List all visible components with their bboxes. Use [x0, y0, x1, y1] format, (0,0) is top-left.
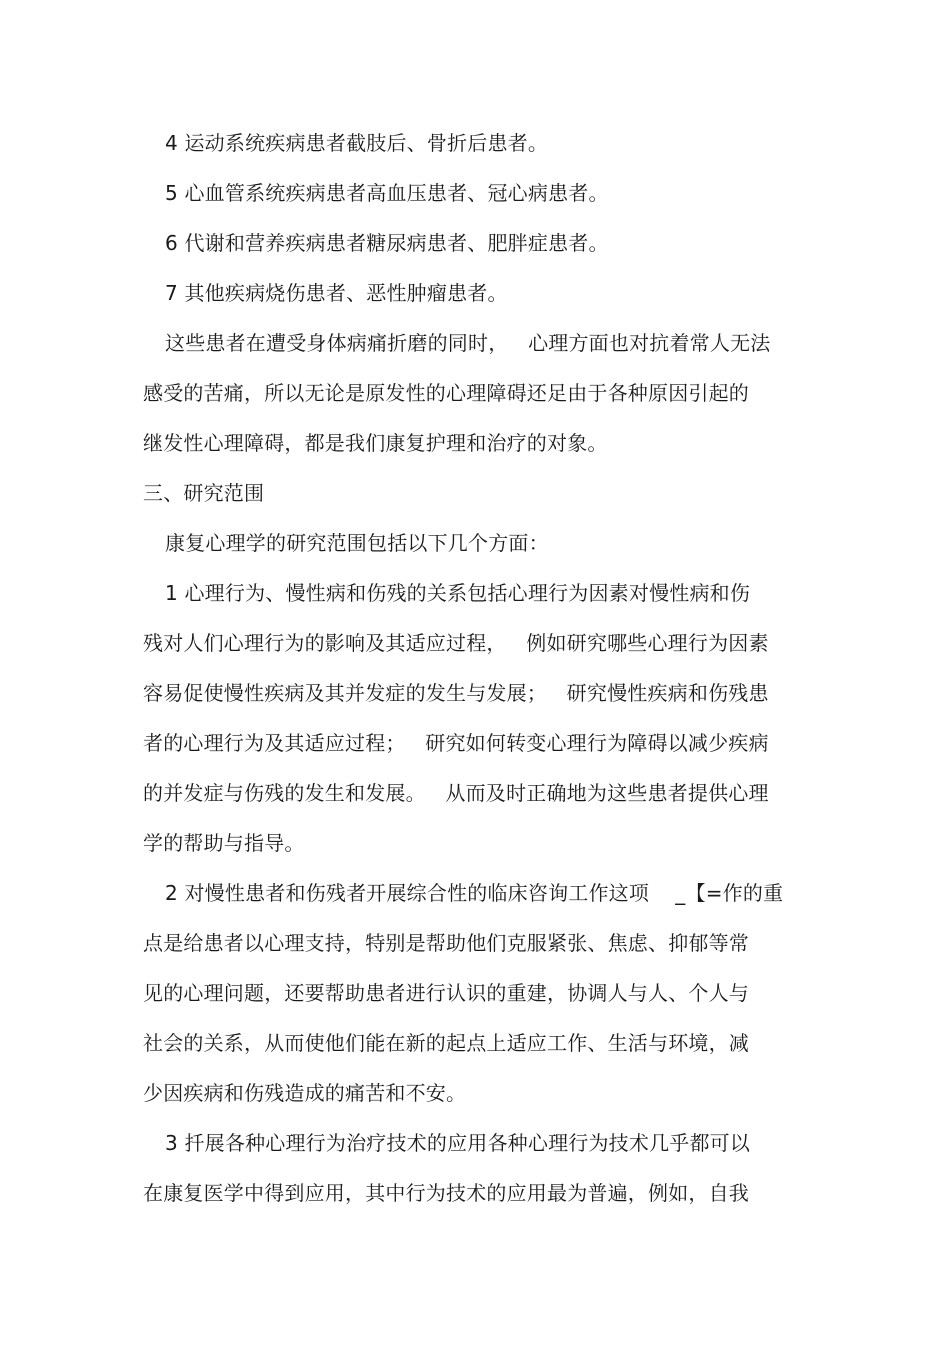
paragraph-line: 3 扦展各种心理行为治疗技术的应用各种心理行为技术几乎都可以	[165, 1131, 751, 1155]
paragraph-line: 康复心理学的研究范围包括以下几个方面：	[165, 531, 549, 555]
paragraph-line: 感受的苦痛，所以无论是原发性的心理障碍还足由于各种原因引起的	[143, 381, 749, 405]
paragraph-line: 的并发症与伤残的发生和发展。 从而及时正确地为这些患者提供心理	[143, 781, 769, 805]
list-item-7: 7 其他疾病烧伤患者、恶性肿瘤患者。	[165, 281, 508, 305]
paragraph-line: 者的心理行为及其适应过程； 研究如何转变心理行为障碍以减少疾病	[143, 731, 769, 755]
section-heading: 三、研究范围	[143, 481, 265, 505]
paragraph-line: 点是给患者以心理支持，特别是帮助他们克服紧张、焦虑、抑郁等常	[143, 931, 749, 955]
list-item-5: 5 心血管系统疾病患者高血压患者、冠心病患者。	[165, 181, 609, 205]
paragraph-line: 学的帮助与指导。	[143, 831, 305, 855]
paragraph-line: 在康复医学中得到应用，其中行为技术的应用最为普遍，例如，自我	[143, 1181, 749, 1205]
list-item-6: 6 代谢和营养疾病患者糖尿病患者、肥胖症患者。	[165, 231, 609, 255]
paragraph-line: 社会的关系，从而使他们能在新的起点上适应工作、生活与环境，减	[143, 1031, 749, 1055]
paragraph-line: 2 对慢性患者和伤残者开展综合性的临床咨询工作这项 _【=作的重	[165, 881, 784, 905]
paragraph-line: 容易促使慢性疾病及其并发症的发生与发展； 研究慢性疾病和伤残患	[143, 681, 769, 705]
paragraph-line: 少因疾病和伤残造成的痛苦和不安。	[143, 1081, 467, 1105]
paragraph-line: 见的心理问题，还要帮助患者进行认识的重建，协调人与人、个人与	[143, 981, 749, 1005]
paragraph-line: 残对人们心理行为的影响及其适应过程， 例如研究哪些心理行为因素	[143, 631, 769, 655]
list-item-4: 4 运动系统疾病患者截肢后、骨折后患者。	[165, 131, 549, 155]
paragraph-line: 1 心理行为、慢性病和伤残的关系包括心理行为因素对慢性病和伤	[165, 581, 751, 605]
paragraph-line: 继发性心理障碍，都是我们康复护理和治疗的对象。	[143, 431, 608, 455]
paragraph-line: 这些患者在遭受身体病痛折磨的同时， 心理方面也对抗着常人无法	[165, 331, 771, 355]
